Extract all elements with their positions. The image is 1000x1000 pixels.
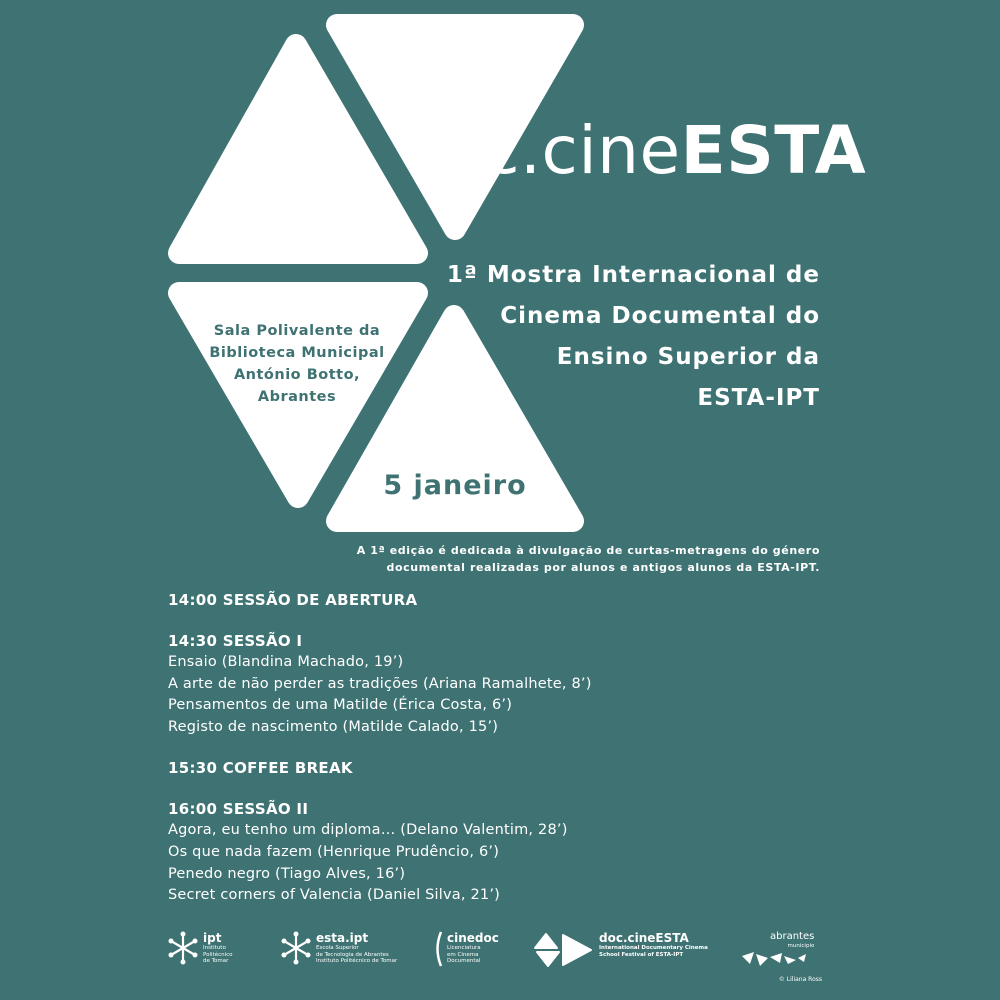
brand-title: doc.cineESTA bbox=[400, 112, 867, 189]
cinedoc-logo-line: Licenciatura bbox=[447, 945, 481, 951]
flower-icon bbox=[165, 930, 201, 966]
cinedoc-logo-name: cinedoc bbox=[447, 931, 499, 945]
event-subtitle bbox=[447, 255, 820, 419]
subtitle-line: Cinema Documental do bbox=[500, 303, 820, 329]
program-block-title: 14:30 SESSÃO I bbox=[168, 632, 303, 650]
ipt-logo-line: Instituto bbox=[203, 945, 226, 951]
venue-line: Biblioteca Municipal bbox=[209, 345, 385, 361]
film-item: Pensamentos de uma Matilde (Érica Costa, 6’) bbox=[168, 697, 513, 714]
venue bbox=[207, 320, 387, 408]
subtitle-line: 1ª Mostra Internacional de bbox=[446, 262, 820, 288]
abrantes-logo-line: municipio bbox=[787, 943, 815, 949]
film-item: Secret corners of Valencia (Daniel Silva, 21’) bbox=[168, 887, 500, 904]
program-block-title: 15:30 COFFEE BREAK bbox=[168, 759, 353, 778]
film-item: Os que nada fazem (Henrique Prudêncio, 6’) bbox=[168, 843, 500, 860]
description-line: A 1ª edição é dedicada à divulgação de curtas-metragens do género bbox=[356, 544, 820, 557]
venue-line: Abrantes bbox=[257, 389, 337, 405]
subtitle-line: ESTA-IPT bbox=[697, 385, 820, 411]
program-schedule bbox=[168, 589, 818, 926]
esta-logo-name: esta.ipt bbox=[316, 931, 369, 945]
description bbox=[357, 542, 820, 576]
program-block bbox=[168, 757, 818, 779]
abrantes-logo-name: abrantes bbox=[770, 931, 815, 942]
program-block-title: 14:00 SESSÃO DE ABERTURA bbox=[168, 591, 418, 609]
description-line: documental realizadas por alunos e antigos alunos da ESTA-IPT. bbox=[386, 561, 820, 574]
film-curve-icon bbox=[433, 930, 443, 968]
film-item: Ensaio (Blandina Machado, 19’) bbox=[168, 654, 404, 670]
venue-line: António Botto, bbox=[233, 367, 361, 383]
ipt-logo-line: de Tomar bbox=[203, 958, 229, 964]
ipt-logo-line: Politécnico bbox=[203, 951, 233, 958]
doccine-logo-line: School Festival of ESTA-IPT bbox=[599, 951, 684, 958]
ipt-logo-name: ipt bbox=[203, 931, 222, 945]
film-item: Agora, eu tenho um diploma… (Delano Valentim, 28’) bbox=[168, 822, 568, 839]
abrantes-shapes-icon bbox=[740, 948, 820, 968]
program-block-title: 16:00 SESSÃO II bbox=[168, 800, 309, 819]
film-item: Registo de nascimento (Matilde Calado, 15’) bbox=[168, 718, 499, 735]
program-block bbox=[168, 798, 818, 906]
cinedoc-logo-line: Documental bbox=[447, 958, 481, 964]
cinedoc-logo-line: em Cinema bbox=[447, 951, 479, 958]
program-block bbox=[168, 589, 818, 611]
event-date: 5 janeiro bbox=[383, 470, 527, 501]
esta-logo-line: de Tecnologia de Abrantes bbox=[316, 951, 389, 958]
film-item: A arte de não perder as tradições (Ariana Ramalhete, 8’) bbox=[168, 675, 592, 692]
photo-credit: © Liliana Ross bbox=[778, 976, 822, 983]
esta-logo-line: Instituto Politécnico de Tomar bbox=[316, 958, 398, 964]
doccine-logo-name: doc.cineESTA bbox=[599, 931, 689, 945]
esta-logo-line: Escola Superior bbox=[316, 945, 359, 951]
subtitle-line: Ensino Superior da bbox=[556, 344, 820, 370]
flower-icon bbox=[278, 930, 314, 966]
doccine-logo-line: International Documentary Cinema bbox=[599, 945, 708, 951]
program-block bbox=[168, 630, 818, 738]
film-item: Penedo negro (Tiago Alves, 16’) bbox=[168, 865, 406, 882]
triangle-mark-icon bbox=[533, 932, 593, 968]
venue-line: Sala Polivalente da bbox=[213, 323, 381, 339]
sponsor-logos bbox=[165, 928, 825, 988]
